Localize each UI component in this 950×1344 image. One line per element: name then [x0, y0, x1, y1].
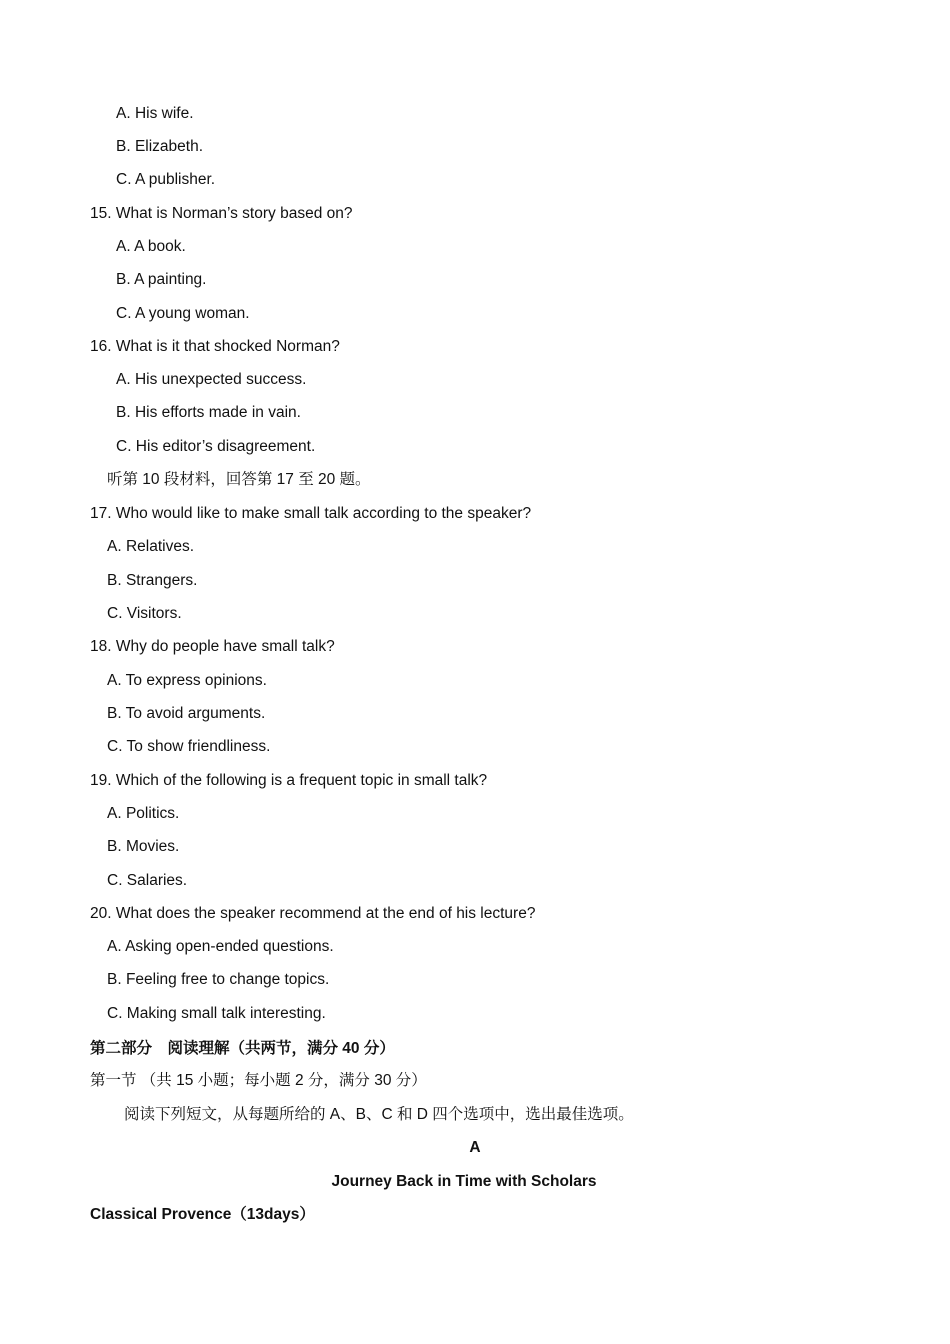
material-10-instruction: 听第 10 段材料，回答第 17 至 20 题。 — [107, 471, 371, 488]
q19-option-c: C. Salaries. — [107, 872, 188, 889]
q19-question: 19. Which of the following is a frequent topic in small talk? — [90, 772, 488, 789]
q16-question: 16. What is it that shocked Norman? — [90, 338, 340, 355]
q17-option-a: A. Relatives. — [107, 538, 195, 555]
q18-option-c: C. To show friendliness. — [107, 738, 271, 755]
q16-option-a: A. His unexpected success. — [116, 371, 307, 388]
q18-option-b: B. To avoid arguments. — [107, 705, 266, 722]
q18-option-a: A. To express opinions. — [107, 672, 267, 689]
q15-question: 15. What is Norman’s story based on? — [90, 205, 353, 222]
q20-question: 20. What does the speaker recommend at the end of his lecture? — [90, 905, 536, 922]
passage-title: Journey Back in Time with Scholars — [331, 1173, 597, 1190]
q17-option-c: C. Visitors. — [107, 605, 182, 622]
passage-label: A — [469, 1139, 481, 1156]
q15-option-c: C. A young woman. — [116, 305, 250, 322]
part2-heading: 第二部分 阅读理解（共两节，满分 40 分） — [90, 1040, 395, 1057]
reading-instruction: 阅读下列短文，从每题所给的 A、B、C 和 D 四个选项中，选出最佳选项。 — [124, 1106, 634, 1123]
q15-option-a: A. A book. — [116, 238, 186, 255]
q20-option-b: B. Feeling free to change topics. — [107, 971, 330, 988]
q19-option-a: A. Politics. — [107, 805, 180, 822]
q14-option-a: A. His wife. — [116, 105, 194, 122]
q19-option-b: B. Movies. — [107, 838, 180, 855]
q14-option-c: C. A publisher. — [116, 171, 216, 188]
q18-question: 18. Why do people have small talk? — [90, 638, 335, 655]
tour-title: Classical Provence（13days） — [90, 1206, 315, 1223]
q17-option-b: B. Strangers. — [107, 572, 198, 589]
q16-option-c: C. His editor’s disagreement. — [116, 438, 316, 455]
section1-heading: 第一节 （共 15 小题；每小题 2 分，满分 30 分） — [90, 1072, 427, 1089]
q14-option-b: B. Elizabeth. — [116, 138, 204, 155]
q20-option-a: A. Asking open-ended questions. — [107, 938, 334, 955]
q16-option-b: B. His efforts made in vain. — [116, 404, 301, 421]
q17-question: 17. Who would like to make small talk according to the speaker? — [90, 505, 532, 522]
q15-option-b: B. A painting. — [116, 271, 207, 288]
q20-option-c: C. Making small talk interesting. — [107, 1005, 326, 1022]
